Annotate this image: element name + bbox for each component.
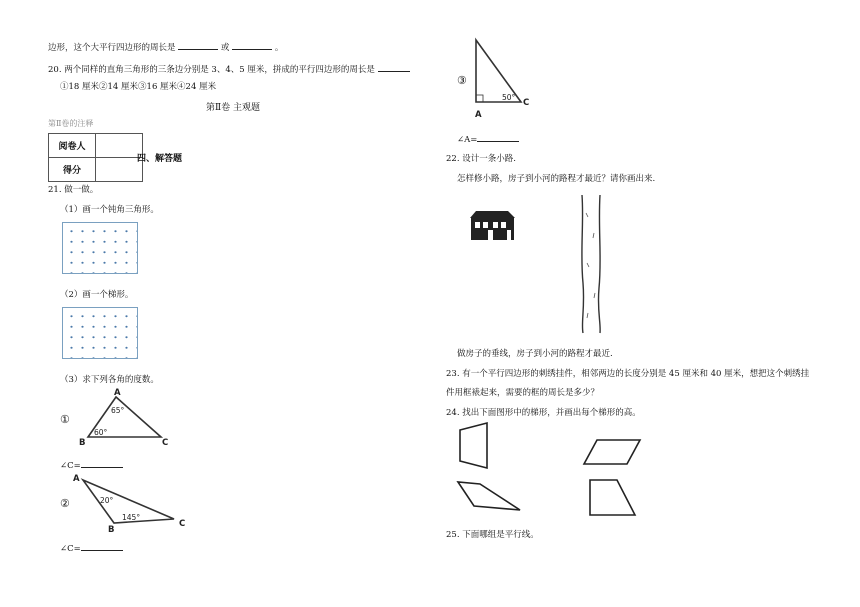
q22-answer: 做房子的垂线，房子到小河的路程才最近. (457, 349, 613, 359)
triangle-figure-1 (75, 386, 185, 448)
answer-3-label: ∠A= (457, 135, 478, 145)
answer-2-blank[interactable] (81, 541, 123, 551)
right-angle-mark (476, 95, 483, 102)
q19-or: 或 (220, 43, 230, 53)
figure-3-marker: ③ (457, 74, 467, 87)
q21-sub1: （1）画一个钝角三角形。 (60, 205, 159, 215)
triangle-2-vertex-b: B (108, 525, 115, 532)
q19-tail-text: 边形，这个大平行四边形的周长是 (48, 43, 176, 53)
dot-grid-canvas-2[interactable] (62, 307, 138, 359)
q21-stem: 21. 做一做。 (48, 185, 99, 195)
triangle-2-vertex-a: A (73, 474, 80, 484)
answer-2-label: ∠C= (60, 544, 81, 554)
triangle-2-angle-a: 20° (100, 496, 114, 505)
triangle-1-vertex-a: A (114, 388, 121, 398)
triangle-2-vertex-c: C (179, 519, 186, 529)
shape-trapezoid-3 (590, 480, 635, 515)
triangle-2-angle-b: 145° (122, 513, 141, 522)
triangle-3-vertex-c: C (523, 98, 530, 108)
shape-trapezoid-2 (458, 482, 520, 510)
triangle-1-angle-b: 60° (94, 428, 108, 437)
dot-grid-canvas-1[interactable] (62, 222, 138, 274)
shape-trapezoid-1 (460, 423, 487, 468)
q23-line2: 件用框裱起来，需要的框的周长是多少？ (446, 388, 600, 398)
river-drawing[interactable] (574, 193, 610, 335)
answer-1-label: ∠C= (60, 461, 81, 471)
q20-options: ①18 厘米②14 厘米③16 厘米④24 厘米 (60, 82, 217, 92)
score-table (48, 133, 143, 182)
q20-stem-text: 20. 两个同样的直角三角形的三条边分别是 3、4、5 厘米，拼成的平行四边形的周长是 (48, 65, 375, 75)
answer-1-blank[interactable] (81, 458, 123, 468)
figure-1-marker: ① (60, 413, 70, 426)
triangle-figure-3 (466, 34, 546, 124)
score-table-score-label: 得分 (49, 158, 96, 182)
score-table-score-cell[interactable] (96, 158, 143, 182)
house-icon (466, 208, 518, 242)
triangle-figure-2 (70, 470, 195, 532)
triangle-1-vertex-b: B (79, 438, 86, 448)
q25-stem: 25. 下面哪组是平行线。 (446, 530, 539, 540)
q21-sub2: （2）画一个梯形。 (60, 290, 134, 300)
q24-stem: 24. 找出下面图形中的梯形，并画出每个梯形的高。 (446, 408, 641, 418)
q19-answer-blank-2[interactable] (232, 40, 272, 50)
triangle-3-vertex-a: A (475, 110, 482, 120)
q20-answer-blank[interactable] (378, 62, 410, 72)
q20-stem (48, 62, 410, 75)
figure-2-marker: ② (60, 497, 70, 510)
q22-question: 怎样修小路，房子到小河的路程才最近？请你画出来. (457, 174, 656, 184)
section-title: 第Ⅱ卷 主观题 (206, 103, 260, 113)
q22-stem: 22. 设计一条小路. (446, 154, 516, 164)
answer-3-blank[interactable] (477, 132, 519, 142)
river-right-bank (598, 195, 600, 333)
figure-3-answer (457, 132, 519, 145)
q23-line1: 23. 有一个平行四边形的刺绣挂件，相邻两边的长度分别是 45 厘米和 40 厘米，想把这个刺绣挂 (446, 369, 810, 379)
part-title: 四、解答题 (137, 154, 183, 164)
shape-parallelogram (584, 440, 640, 464)
q19-tail-line (48, 40, 283, 53)
q19-answer-blank-1[interactable] (178, 40, 218, 50)
score-table-reviewer-label: 阅卷人 (49, 134, 96, 158)
q24-shapes[interactable] (440, 418, 680, 522)
score-table-reviewer-cell[interactable] (96, 134, 143, 158)
q21-answer-2 (60, 541, 123, 554)
section-note: 第Ⅱ卷的注释 (48, 119, 94, 128)
triangle-1-angle-a: 65° (111, 406, 125, 415)
q19-end: 。 (274, 43, 284, 53)
q21-sub3: （3）求下列各角的度数。 (60, 375, 159, 385)
triangle-3-angle-c: 50° (502, 93, 516, 102)
river-left-bank (582, 195, 584, 333)
triangle-1-vertex-c: C (162, 438, 169, 448)
